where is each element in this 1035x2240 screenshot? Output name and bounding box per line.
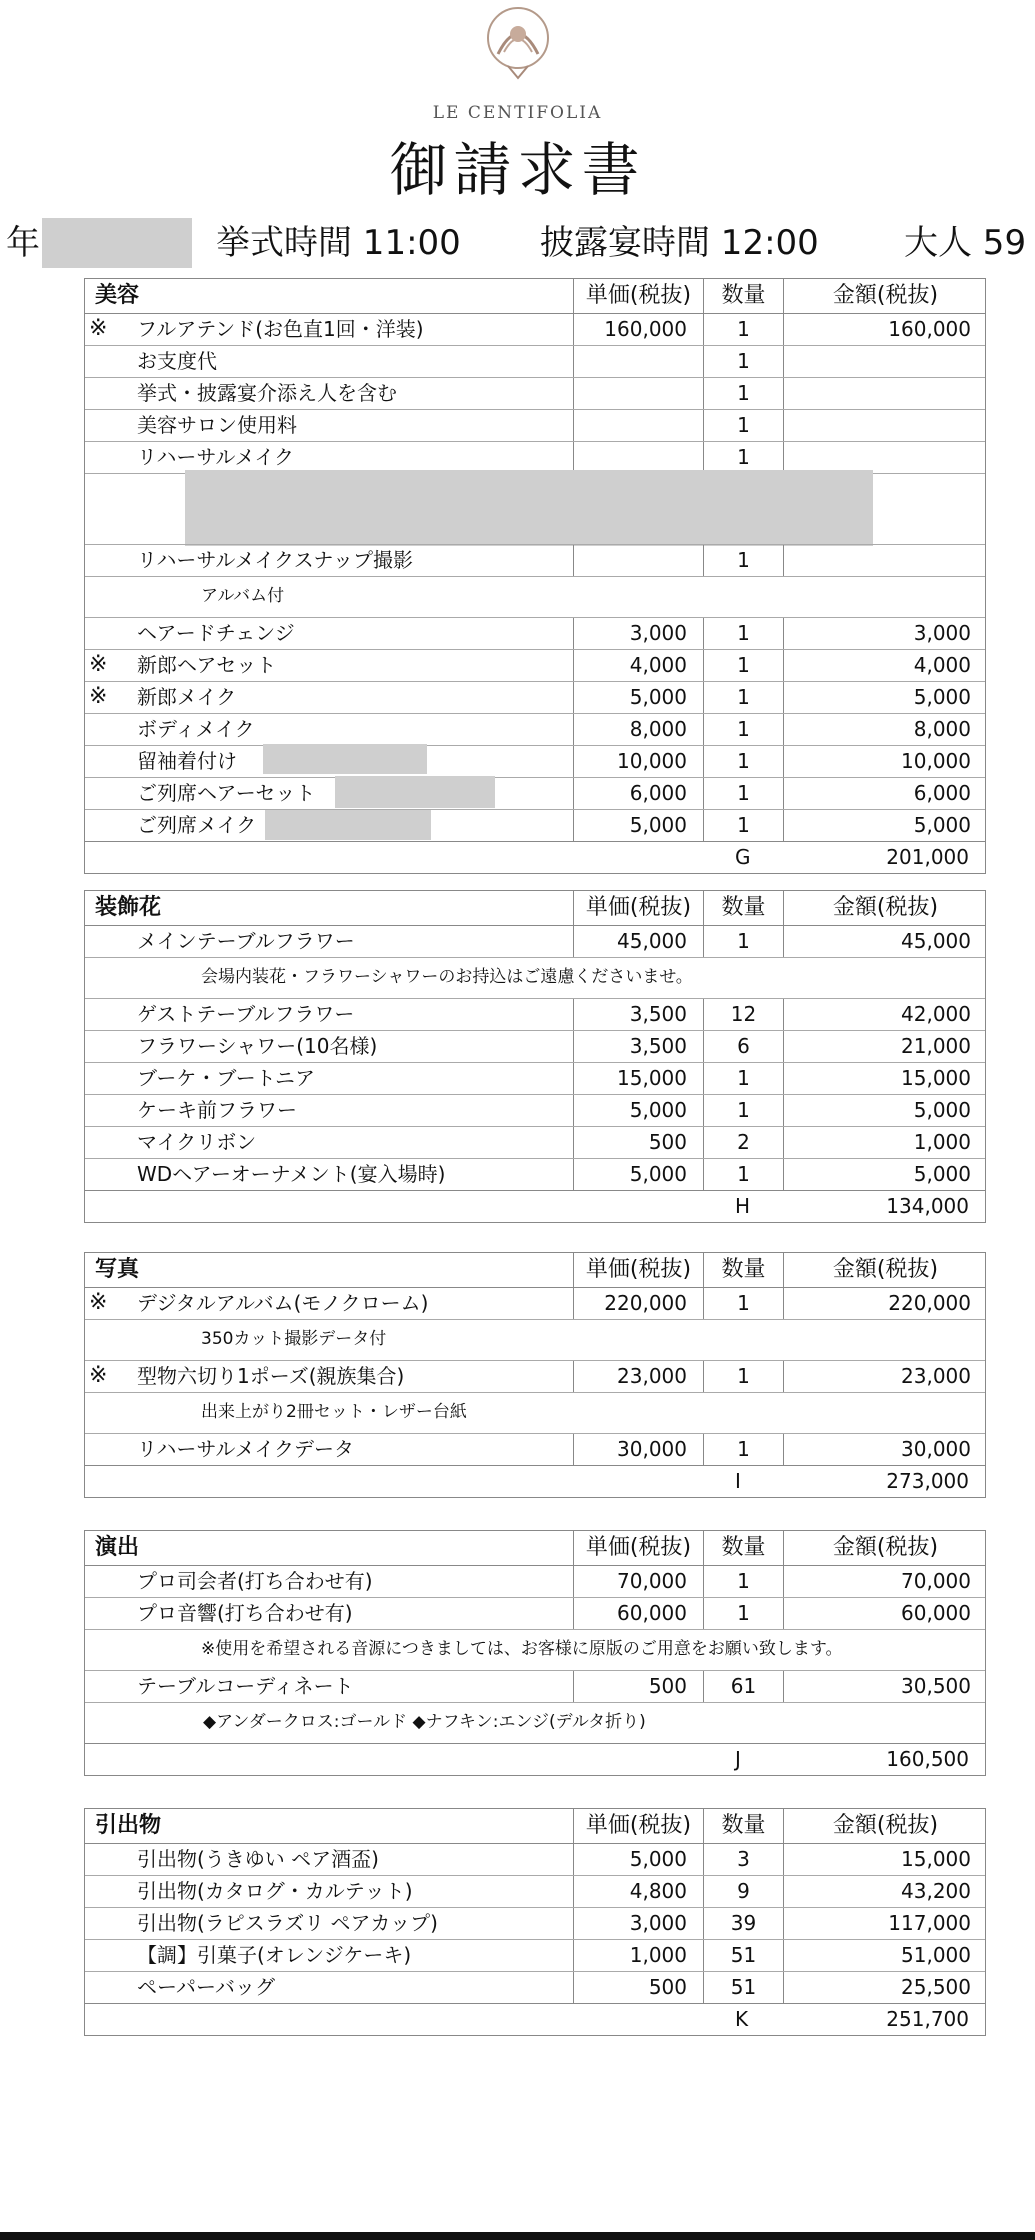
amount: 8,000 <box>783 714 987 745</box>
quantity: 1 <box>703 1288 783 1319</box>
redaction-block <box>185 470 873 546</box>
section-title: 装飾花 <box>95 895 162 920</box>
section-total-row <box>85 841 985 873</box>
amount: 220,000 <box>783 1288 987 1319</box>
brand-name: LE CENTIFOLIA <box>432 103 603 123</box>
table-row <box>85 745 985 777</box>
redaction-block <box>42 218 192 268</box>
unit-price <box>573 410 703 441</box>
unit-price: 4,000 <box>573 650 703 681</box>
redaction-block <box>263 744 427 774</box>
item-name: 新郎ヘアセット <box>137 653 277 677</box>
quantity: 61 <box>703 1671 783 1702</box>
section-title: 写真 <box>95 1257 140 1282</box>
unit-price: 4,800 <box>573 1876 703 1907</box>
item-name: プロ音響(打ち合わせ有) <box>137 1601 353 1625</box>
item-name: ペーパーバッグ <box>137 1975 275 1999</box>
total-letter: J <box>735 1747 741 1771</box>
note-text: アルバム付 <box>201 586 285 606</box>
item-name: 新郎メイク <box>137 685 237 709</box>
section-gifts <box>84 1808 986 2036</box>
table-row <box>85 1126 985 1158</box>
table-row <box>85 1875 985 1907</box>
total-letter: K <box>735 2007 749 2031</box>
section-total-row <box>85 1190 985 1222</box>
unit-price: 45,000 <box>573 926 703 957</box>
item-name: 挙式・披露宴介添え人を含む <box>137 381 397 405</box>
item-name: ご列席メイク <box>137 813 257 837</box>
quantity: 9 <box>703 1876 783 1907</box>
amount: 23,000 <box>783 1361 987 1392</box>
table-row <box>85 1158 985 1190</box>
amount: 25,500 <box>783 1972 987 2003</box>
amount: 42,000 <box>783 999 987 1030</box>
unit-price: 70,000 <box>573 1566 703 1597</box>
reception-time: 披露宴時間 12:00 <box>540 223 819 263</box>
amount: 5,000 <box>783 1159 987 1190</box>
col-unit-price: 単価(税抜) <box>573 279 703 313</box>
section-total: 134,000 <box>886 1194 969 1218</box>
item-name: リハーサルメイクデータ <box>137 1437 354 1461</box>
section-flowers <box>84 890 986 1223</box>
event-summary-line <box>6 218 1035 268</box>
table-row <box>85 377 985 409</box>
quantity: 1 <box>703 346 783 377</box>
quantity: 1 <box>703 1063 783 1094</box>
quantity: 1 <box>703 545 783 576</box>
section-header <box>85 1531 985 1565</box>
unit-price <box>573 346 703 377</box>
amount: 6,000 <box>783 778 987 809</box>
table-row <box>85 1843 985 1875</box>
section-total: 251,700 <box>886 2007 969 2031</box>
unit-price: 23,000 <box>573 1361 703 1392</box>
table-row <box>85 713 985 745</box>
quantity: 3 <box>703 1844 783 1875</box>
unit-price: 8,000 <box>573 714 703 745</box>
item-name: ボディメイク <box>137 717 255 741</box>
unit-price: 3,500 <box>573 999 703 1030</box>
col-amount: 金額(税抜) <box>783 279 987 313</box>
col-unit-price: 単価(税抜) <box>573 1253 703 1287</box>
document-title: 御請求書 <box>389 136 646 204</box>
col-quantity: 数量 <box>703 1531 783 1565</box>
col-unit-price: 単価(税抜) <box>573 891 703 925</box>
col-quantity: 数量 <box>703 891 783 925</box>
item-name: デジタルアルバム(モノクローム) <box>137 1291 429 1315</box>
table-row <box>85 1670 985 1702</box>
col-unit-price: 単価(税抜) <box>573 1809 703 1843</box>
item-name: ヘアードチェンジ <box>137 621 295 645</box>
unit-price: 10,000 <box>573 746 703 777</box>
section-title: 美容 <box>95 283 140 308</box>
item-name: フラワーシャワー(10名様) <box>137 1034 378 1058</box>
table-row <box>85 1287 985 1319</box>
quantity: 1 <box>703 1566 783 1597</box>
table-row <box>85 1433 985 1465</box>
section-total: 201,000 <box>886 845 969 869</box>
quantity: 1 <box>703 778 783 809</box>
item-name: 型物六切り1ポーズ(親族集合) <box>137 1364 405 1388</box>
quantity: 6 <box>703 1031 783 1062</box>
section-performance <box>84 1530 986 1776</box>
amount: 10,000 <box>783 746 987 777</box>
quantity: 1 <box>703 442 783 473</box>
table-row <box>85 617 985 649</box>
item-name: フルアテンド(お色直1回・洋装) <box>137 317 424 341</box>
table-row <box>85 998 985 1030</box>
note-row <box>85 1629 985 1670</box>
bottom-edge-bar <box>0 2232 1035 2240</box>
amount: 43,200 <box>783 1876 987 1907</box>
note-text: ※使用を希望される音源につきましては、お客様に原版のご用意をお願い致します。 <box>201 1639 843 1659</box>
note-row <box>85 1392 985 1433</box>
item-name: ゲストテーブルフラワー <box>137 1002 355 1026</box>
quantity: 51 <box>703 1940 783 1971</box>
item-name: テーブルコーディネート <box>137 1674 354 1698</box>
table-row <box>85 777 985 809</box>
note-text: 出来上がり2冊セット・レザー台紙 <box>201 1402 467 1422</box>
unit-price: 3,500 <box>573 1031 703 1062</box>
section-total-row <box>85 1465 985 1497</box>
amount: 5,000 <box>783 682 987 713</box>
quantity: 1 <box>703 378 783 409</box>
amount: 15,000 <box>783 1844 987 1875</box>
table-row <box>85 809 985 841</box>
item-name: ケーキ前フラワー <box>137 1098 297 1122</box>
row-mark: ※ <box>89 652 108 677</box>
col-amount: 金額(税抜) <box>783 1809 987 1843</box>
unit-price <box>573 378 703 409</box>
section-total: 160,500 <box>886 1747 969 1771</box>
quantity: 2 <box>703 1127 783 1158</box>
section-title: 演出 <box>95 1535 140 1560</box>
total-letter: H <box>735 1194 751 1218</box>
quantity: 1 <box>703 746 783 777</box>
item-name: 引出物(カタログ・カルテット) <box>137 1879 413 1903</box>
unit-price: 15,000 <box>573 1063 703 1094</box>
amount: 160,000 <box>783 314 987 345</box>
unit-price: 5,000 <box>573 1159 703 1190</box>
section-beauty <box>84 278 986 874</box>
amount: 3,000 <box>783 618 987 649</box>
item-name: WDヘアーオーナメント(宴入場時) <box>137 1162 446 1186</box>
quantity: 1 <box>703 314 783 345</box>
item-name: 【調】引菓子(オレンジケーキ) <box>137 1943 412 1967</box>
note-row <box>85 957 985 998</box>
quantity: 1 <box>703 1095 783 1126</box>
table-row <box>85 1939 985 1971</box>
col-quantity: 数量 <box>703 279 783 313</box>
unit-price: 60,000 <box>573 1598 703 1629</box>
col-quantity: 数量 <box>703 1809 783 1843</box>
unit-price: 5,000 <box>573 1844 703 1875</box>
note-row <box>85 1702 985 1743</box>
quantity: 1 <box>703 714 783 745</box>
quantity: 1 <box>703 1159 783 1190</box>
amount: 30,500 <box>783 1671 987 1702</box>
item-name: プロ司会者(打ち合わせ有) <box>137 1569 373 1593</box>
amount <box>783 410 987 441</box>
amount: 70,000 <box>783 1566 987 1597</box>
unit-price: 6,000 <box>573 778 703 809</box>
amount: 60,000 <box>783 1598 987 1629</box>
amount: 21,000 <box>783 1031 987 1062</box>
item-name: ご列席ヘアーセット <box>137 781 316 805</box>
table-row <box>85 441 985 473</box>
quantity: 1 <box>703 410 783 441</box>
unit-price: 160,000 <box>573 314 703 345</box>
amount <box>783 378 987 409</box>
unit-price: 500 <box>573 1671 703 1702</box>
amount: 5,000 <box>783 810 987 841</box>
table-row <box>85 1597 985 1629</box>
section-header <box>85 279 985 313</box>
col-quantity: 数量 <box>703 1253 783 1287</box>
adult-count: 大人 59 <box>904 223 1027 263</box>
redacted-row <box>85 473 985 544</box>
section-photo <box>84 1252 986 1498</box>
total-letter: G <box>735 845 751 869</box>
unit-price: 3,000 <box>573 1908 703 1939</box>
quantity: 51 <box>703 1972 783 2003</box>
quantity: 1 <box>703 810 783 841</box>
amount: 30,000 <box>783 1434 987 1465</box>
item-name: 美容サロン使用料 <box>137 413 297 437</box>
quantity: 1 <box>703 650 783 681</box>
section-header <box>85 1253 985 1287</box>
section-total-row <box>85 1743 985 1775</box>
redaction-block <box>265 810 431 840</box>
table-row <box>85 681 985 713</box>
amount: 1,000 <box>783 1127 987 1158</box>
table-row <box>85 345 985 377</box>
table-row <box>85 1971 985 2003</box>
item-name: お支度代 <box>137 349 217 373</box>
amount <box>783 442 987 473</box>
amount: 5,000 <box>783 1095 987 1126</box>
item-name: 引出物(うきゆい ペア酒盃) <box>137 1847 379 1871</box>
quantity: 1 <box>703 682 783 713</box>
row-mark: ※ <box>89 1363 108 1388</box>
row-mark: ※ <box>89 684 108 709</box>
item-name: ブーケ・ブートニア <box>137 1066 315 1090</box>
table-row <box>85 925 985 957</box>
amount: 117,000 <box>783 1908 987 1939</box>
table-row <box>85 313 985 345</box>
table-row <box>85 409 985 441</box>
table-row <box>85 544 985 576</box>
amount <box>783 545 987 576</box>
table-row <box>85 1094 985 1126</box>
note-text: ◆アンダークロス:ゴールド ◆ナフキン:エンジ(デルタ折り) <box>203 1712 646 1732</box>
table-row <box>85 1360 985 1392</box>
section-total: 273,000 <box>886 1469 969 1493</box>
unit-price <box>573 545 703 576</box>
amount: 4,000 <box>783 650 987 681</box>
brand-logo-icon <box>468 4 568 84</box>
total-letter: I <box>735 1469 741 1493</box>
item-name: メインテーブルフラワー <box>137 929 355 953</box>
amount <box>783 346 987 377</box>
note-text: 350カット撮影データ付 <box>201 1329 387 1349</box>
quantity: 39 <box>703 1908 783 1939</box>
item-name: 留袖着付け <box>137 749 237 773</box>
amount: 51,000 <box>783 1940 987 1971</box>
item-name: リハーサルメイク <box>137 445 294 469</box>
quantity: 1 <box>703 926 783 957</box>
section-title: 引出物 <box>95 1813 162 1838</box>
quantity: 1 <box>703 1434 783 1465</box>
quantity: 12 <box>703 999 783 1030</box>
table-row <box>85 649 985 681</box>
col-amount: 金額(税抜) <box>783 891 987 925</box>
item-name: リハーサルメイクスナップ撮影 <box>137 548 413 572</box>
table-row <box>85 1907 985 1939</box>
unit-price: 1,000 <box>573 1940 703 1971</box>
unit-price: 5,000 <box>573 682 703 713</box>
note-row <box>85 576 985 617</box>
unit-price: 220,000 <box>573 1288 703 1319</box>
unit-price: 500 <box>573 1972 703 2003</box>
table-row <box>85 1030 985 1062</box>
section-header <box>85 1809 985 1843</box>
section-total-row <box>85 2003 985 2035</box>
ceremony-time: 挙式時間 11:00 <box>216 223 461 263</box>
amount: 15,000 <box>783 1063 987 1094</box>
note-row <box>85 1319 985 1360</box>
year-label: 年 <box>6 223 40 263</box>
table-row <box>85 1062 985 1094</box>
col-unit-price: 単価(税抜) <box>573 1531 703 1565</box>
col-amount: 金額(税抜) <box>783 1531 987 1565</box>
row-mark: ※ <box>89 1290 108 1315</box>
unit-price: 30,000 <box>573 1434 703 1465</box>
col-amount: 金額(税抜) <box>783 1253 987 1287</box>
item-name: 引出物(ラピスラズリ ペアカップ) <box>137 1911 438 1935</box>
quantity: 1 <box>703 618 783 649</box>
note-text: 会場内装花・フラワーシャワーのお持込はご遠慮くださいませ。 <box>201 967 693 987</box>
quantity: 1 <box>703 1361 783 1392</box>
unit-price: 3,000 <box>573 618 703 649</box>
table-row <box>85 1565 985 1597</box>
redaction-block <box>335 776 495 808</box>
unit-price <box>573 442 703 473</box>
section-header <box>85 891 985 925</box>
item-name: マイクリボン <box>137 1130 257 1154</box>
amount: 45,000 <box>783 926 987 957</box>
quantity: 1 <box>703 1598 783 1629</box>
unit-price: 5,000 <box>573 810 703 841</box>
row-mark: ※ <box>89 316 108 341</box>
unit-price: 5,000 <box>573 1095 703 1126</box>
unit-price: 500 <box>573 1127 703 1158</box>
